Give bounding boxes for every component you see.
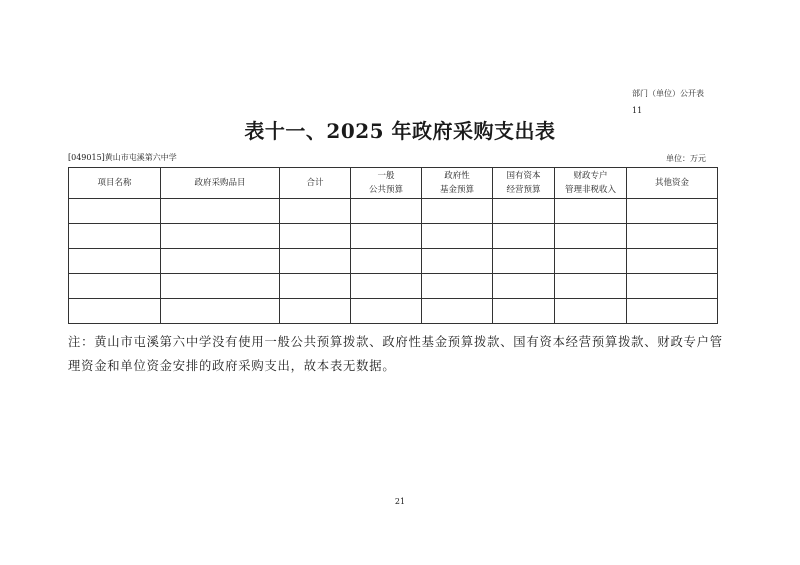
table-cell xyxy=(69,299,161,324)
col-header-label: 政府性 xyxy=(444,171,470,181)
col-header-total xyxy=(280,168,351,199)
table-cell xyxy=(555,274,627,299)
col-header-other-funds xyxy=(627,168,718,199)
table-cell xyxy=(493,249,555,274)
table-cell xyxy=(627,224,718,249)
table-cell xyxy=(69,274,161,299)
col-header-label: 财政专户 xyxy=(573,171,608,181)
table-row xyxy=(69,199,718,224)
table-cell xyxy=(351,299,422,324)
table-cell xyxy=(351,224,422,249)
table-header-row xyxy=(69,168,718,199)
table-cell xyxy=(280,249,351,274)
table-cell xyxy=(422,249,493,274)
table-cell xyxy=(161,249,280,274)
table-cell xyxy=(422,299,493,324)
col-header-state-capital-budget xyxy=(493,168,555,199)
col-header-fund-budget xyxy=(422,168,493,199)
page-number: 21 xyxy=(394,497,406,506)
table-cell xyxy=(161,199,280,224)
table-cell xyxy=(69,199,161,224)
col-header-label-2: 公共预算 xyxy=(368,185,403,195)
table-cell xyxy=(351,249,422,274)
table-cell xyxy=(69,224,161,249)
col-header-label: 项目名称 xyxy=(97,178,132,188)
col-header-special-account-revenue xyxy=(555,168,627,199)
table-cell xyxy=(627,274,718,299)
procurement-table xyxy=(68,167,718,324)
table-cell xyxy=(422,199,493,224)
col-header-label-2: 经营预算 xyxy=(506,185,541,195)
col-header-label: 国有资本 xyxy=(506,171,541,181)
document-title: 表十一、2025 年政府采购支出表 xyxy=(244,119,556,143)
table-cell xyxy=(555,199,627,224)
public-table-label: 部门（单位）公开表 xyxy=(632,89,704,98)
table-cell xyxy=(161,299,280,324)
public-table-number: 11 xyxy=(632,106,643,115)
table-row xyxy=(69,299,718,324)
col-header-label-2: 基金预算 xyxy=(439,185,474,195)
table-cell xyxy=(493,299,555,324)
col-header-label: 一般 xyxy=(377,171,395,181)
col-header-label-2: 管理非税收入 xyxy=(564,185,616,195)
table-cell xyxy=(422,274,493,299)
table-row xyxy=(69,274,718,299)
table-cell xyxy=(280,224,351,249)
table-note: 注：黄山市屯溪第六中学没有使用一般公共预算拨款、政府性基金预算拨款、国有资本经营预算拨款、财政专户管理资金和单位资金安排的政府采购支出，故本表无数据。 xyxy=(68,335,723,373)
table-cell xyxy=(627,199,718,224)
table-cell xyxy=(493,224,555,249)
col-header-project-name xyxy=(69,168,161,199)
table-cell xyxy=(493,199,555,224)
table-cell xyxy=(555,224,627,249)
table-cell xyxy=(161,224,280,249)
col-header-general-budget xyxy=(351,168,422,199)
table-row xyxy=(69,249,718,274)
table-cell xyxy=(161,274,280,299)
table-cell xyxy=(627,299,718,324)
organization-code: [049015]黄山市屯溪第六中学 xyxy=(68,153,177,162)
col-header-label: 合计 xyxy=(306,178,324,188)
table-cell xyxy=(351,199,422,224)
table-cell xyxy=(493,274,555,299)
table-cell xyxy=(555,299,627,324)
table-cell xyxy=(422,224,493,249)
col-header-procurement-item xyxy=(161,168,280,199)
col-header-label: 其他资金 xyxy=(654,178,689,188)
table-row xyxy=(69,224,718,249)
table-cell xyxy=(627,249,718,274)
unit-label: 单位：万元 xyxy=(666,154,706,163)
table-cell xyxy=(69,249,161,274)
table-cell xyxy=(280,299,351,324)
table-cell xyxy=(280,199,351,224)
table-cell xyxy=(351,274,422,299)
table-cell xyxy=(280,274,351,299)
table-cell xyxy=(555,249,627,274)
col-header-label: 政府采购品目 xyxy=(194,178,246,188)
